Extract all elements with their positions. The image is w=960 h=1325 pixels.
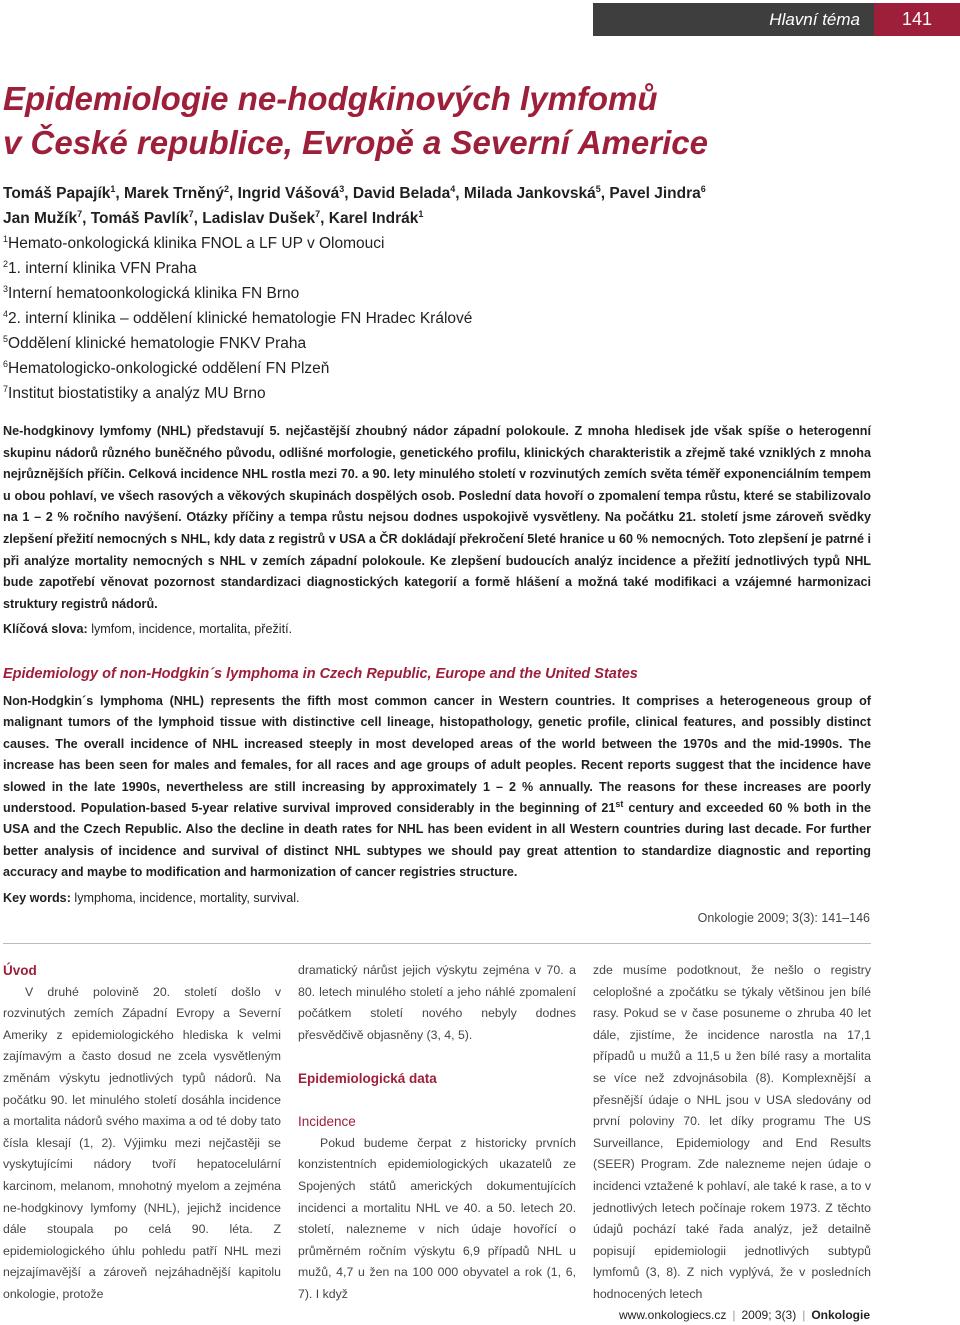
affiliation-text: Hematologicko-onkologické oddělení FN Plzeň: [8, 360, 330, 377]
affiliation-item: [3, 381, 953, 406]
author-line-2: Jan Mužík$^7$, Tomáš Pavlík$^7$, Ladislav Dušek$^7$, Karel Indrák$^1$: [3, 208, 424, 227]
affiliation-text: Interní hematoonkologická klinika FN Brno: [8, 285, 300, 302]
english-title: Epidemiology of non-Hodgkin´s lymphoma in Czech Republic, Europe and the United States: [3, 666, 638, 682]
page-number: 141: [874, 3, 960, 36]
footer-journal: Onkologie: [811, 1308, 870, 1322]
running-header: [593, 3, 960, 36]
affiliation-number: 4: [3, 308, 9, 319]
abstract-english: [3, 691, 871, 884]
section-heading-uvod: Úvod: [3, 963, 37, 978]
abstract-english-part1: Non-Hodgkin´s lymphoma (NHL) represents the fifth most common cancer in Western countries. It comprises a heterogeneous group of malignant tumors of the lymphoid tissue with distinctive cell lineage, histopathology, genetic profile, clinical features, and possibly distinct causes. The overall incidence of NHL increased steeply in most developed areas of the world between the 1970s and the mid-1990s. The increase has been seen for males and females, for all races and age groups of adult peoples. Recent reports suggest that the incidence have slowed in the late 1990s, nevertheless are still increasing by approximately 1 – 2 % annually. The reasons for these increases are poorly understood. Population-based 5-year relative survival improved considerably in the beginning of 21: [3, 694, 871, 816]
author-affiliation-number: 7: [77, 208, 83, 219]
author-affiliation-number: 1: [110, 183, 116, 194]
author-name: Ingrid Vášová: [237, 185, 340, 202]
footer-url: www.onkologiecs.cz: [618, 1308, 727, 1322]
citation: Onkologie 2009; 3(3): 141–146: [697, 911, 870, 925]
author-name: Milada Jankovská: [463, 185, 596, 202]
body-column-1: [3, 960, 281, 1306]
affiliation-item: [3, 256, 953, 281]
author-name: Marek Trněný: [124, 185, 224, 202]
key-words-text: lymphoma, incidence, mortality, survival.: [74, 891, 300, 905]
author-line-1: Tomáš Papajík$^1$, Marek Trněný$^2$, Ingrid Vášová$^3$, David Belada$^4$, Milada Jankovská$^5$, Pavel Jindra$^6$: [3, 183, 706, 202]
author-affiliation-number: 7: [315, 208, 321, 219]
affiliation-item: [3, 306, 953, 331]
abstract-english-part2: century and exceeded 60 % both in the USA and the Czech Republic. Also the decline in death rates for NHL has been evident in all Western countries during last decade. For further better analysis of incidence and survival of distinct NHL subtypes we should pay great attention to standardize diagnostic and reporting accuracy and maybe to modification and harmonization of cancer registries structure.: [3, 801, 871, 880]
body-paragraph: zde musíme podotknout, že nešlo o registry celoplošné a zpočátku se týkaly většinou jen bílé rasy. Pokud se v čase posuneme o zhruba 40 let dále, zjistíme, že incidence narostla na 17,1 případů u mužů a 11,5 u žen bílé rasy a mortalita se více než zdvojnásobila (8). Komplexnější a přesnější údaje o NHL jsou v USA sledovány od první poloviny 70. let díky programu The US Surveillance, Epidemiology and End Results (SEER) Program. Zde nalezneme nejen údaje o incidenci vztažené k pohlaví, ale také k rase, a to v jednotlivých letech počínaje rokem 1973. Z těchto údajů pochází také řada analýz, jež detailně popisují epidemiologii jednotlivých subtypů lymfomů (3, 8). Z nich vyplývá, že v posledních hodnocených letech: [593, 963, 871, 1301]
key-words-label: Key words:: [3, 891, 71, 905]
author-affiliation-number: 3: [339, 183, 345, 194]
author-name: Tomáš Pavlík: [90, 210, 189, 227]
author-affiliation-number: 5: [595, 183, 601, 194]
author-name: Tomáš Papajík: [3, 185, 111, 202]
author-affiliation-number: 2: [223, 183, 229, 194]
author-affiliation-number: 4: [450, 183, 456, 194]
affiliation-item: [3, 281, 953, 306]
subsection-heading-incidence: Incidence: [298, 1114, 356, 1130]
affiliation-text: Hemato-onkologická klinika FNOL a LF UP v Olomouci: [8, 235, 385, 252]
author-name: Pavel Jindra: [609, 185, 701, 202]
body-paragraph: Pokud budeme čerpat z historicky prvních konzistentních epidemiologických ukazatelů ze Spojených států amerických dokumentujících incidenci a mortalitu NHL ve 40. a 50. letech 20. století, nalezneme v nich údaje hovořící o průměrném ročním výskytu 6,9 případů NHL u mužů, 4,7 u žen na 100 000 obyvatel a rok (1, 6, 7). I když: [298, 1135, 576, 1301]
affiliation-item: [3, 356, 953, 381]
body-column-3: [593, 960, 871, 1306]
page-footer: www.onkologiecs.cz | 2009; 3(3) | Onkologie: [618, 1308, 870, 1322]
affiliation-number: 5: [3, 333, 9, 344]
affiliation-number: 2: [3, 258, 9, 269]
affiliation-number: 1: [3, 233, 9, 244]
footer-issue: 2009; 3(3): [741, 1308, 797, 1322]
author-affiliation-number: 1: [418, 208, 424, 219]
section-heading-epidemiologicka-data: Epidemiologická data: [298, 1070, 437, 1086]
affiliation-list: [3, 231, 953, 406]
abstract-czech: Ne-hodgkinovy lymfomy (NHL) představují 5. nejčastější zhoubný nádor západní polokoule. Z mnoha hledisek jde však spíše o heterogenní skupinu nádorů různého buněčného původu, odlišné morfologie, genetického profilu, klinických charakteristik a zřejmě také vzniklých z mnoha nejrůznějších příčin. Celková incidence NHL rostla mezi 70. a 90. lety minulého století v rozvinutých zemích světa téměř exponenciálním tempem u obou pohlaví, ve všech rasových a věkových skupinách dospělých osob. Poslední data hovoří o zpomalení tempa růstu, které se stabilizovalo na 1 – 2 % ročního navýšení. Otázky příčiny a tempa růstu nejsou dodnes uspokojivě vysvětleny. Na počátku 21. století jsme zároveň svědky zlepšení přežití nemocných s NHL, kdy data z registrů v USA a ČR dokládají překročení 5leté hranice u 60 % nemocných. Toto zlepšení je patrné i při analýze mortality nemocných s NHL v zemích západní polokoule. Ke zlepšení budoucích analýz incidence a přežití jednotlivých typů NHL bude zapotřebí věnovat pozornost standardizaci diagnostických kategorií a formě hlášení a možná také modifikaci a vzájemné harmonizaci struktury registrů nádorů.: [3, 424, 871, 611]
affiliation-text: 2. interní klinika – oddělení klinické hematologie FN Hradec Králové: [8, 310, 473, 327]
body-column-2: [298, 960, 576, 1306]
author-name: David Belada: [352, 185, 451, 202]
keywords-czech: [3, 619, 292, 641]
affiliation-number: 6: [3, 358, 9, 369]
author-name: Jan Mužík: [3, 210, 78, 227]
author-affiliation-number: 6: [700, 183, 706, 194]
divider: [3, 943, 871, 944]
affiliation-text: 1. interní klinika VFN Praha: [8, 260, 197, 277]
section-label: Hlavní téma: [769, 9, 860, 29]
affiliation-item: [3, 331, 953, 356]
author-name: Ladislav Dušek: [202, 210, 316, 227]
affiliation-text: Institut biostatistiky a analýz MU Brno: [8, 385, 266, 402]
author-name: Karel Indrák: [328, 210, 419, 227]
author-list: [3, 181, 953, 231]
article-title: [3, 77, 943, 165]
author-affiliation-number: 7: [188, 208, 194, 219]
body-paragraph: V druhé polovině 20. století došlo v rozvinutých zemích Západní Evropy a Severní Ameriky z epidemiologického hlediska k velmi zajímavým a často dosud ne zcela vysvětleným změnám výskytu jednotlivých typů nádorů. Na počátku 90. let minulého století dosáhla incidence a mortalita nádorů svého maxima a od té doby tato čísla klesají (1, 2). Výjimku mezi nejčastěji se vyskytujícími nádory tvoří hepatocelulární karcinom, melanom, mnohotný myelom a zejména ne-hodgkinovy lymfomy (NHL), jejichž incidence dále stoupala po celá 90. léta. Z epidemiologického úhlu pohledu patří NHL mezi nejzajímavější a zároveň nejzáhadnější kapitolu onkologie, protože: [3, 984, 281, 1301]
affiliation-number: 3: [3, 283, 9, 294]
body-paragraph: dramatický nárůst jejich výskytu zejména v 70. a 80. letech minulého století a jeho náhlé zpomalení počátkem století nového nebyly dodnes přesvědčivě objasněny (3, 4, 5).: [298, 963, 576, 1042]
affiliation-text: Oddělení klinické hematologie FNKV Praha: [8, 335, 307, 352]
keywords-text: lymfom, incidence, mortalita, přežití.: [91, 622, 293, 636]
keywords-label: Klíčová slova:: [3, 622, 88, 636]
affiliation-number: 7: [3, 383, 9, 394]
keywords-english: [3, 888, 300, 909]
title-line-2: v České republice, Evropě a Severní Americe: [3, 124, 708, 161]
ordinal-suffix: st: [615, 798, 624, 809]
title-line-1: Epidemiologie ne-hodgkinových lymfomů: [3, 80, 658, 117]
affiliation-item: [3, 231, 953, 256]
